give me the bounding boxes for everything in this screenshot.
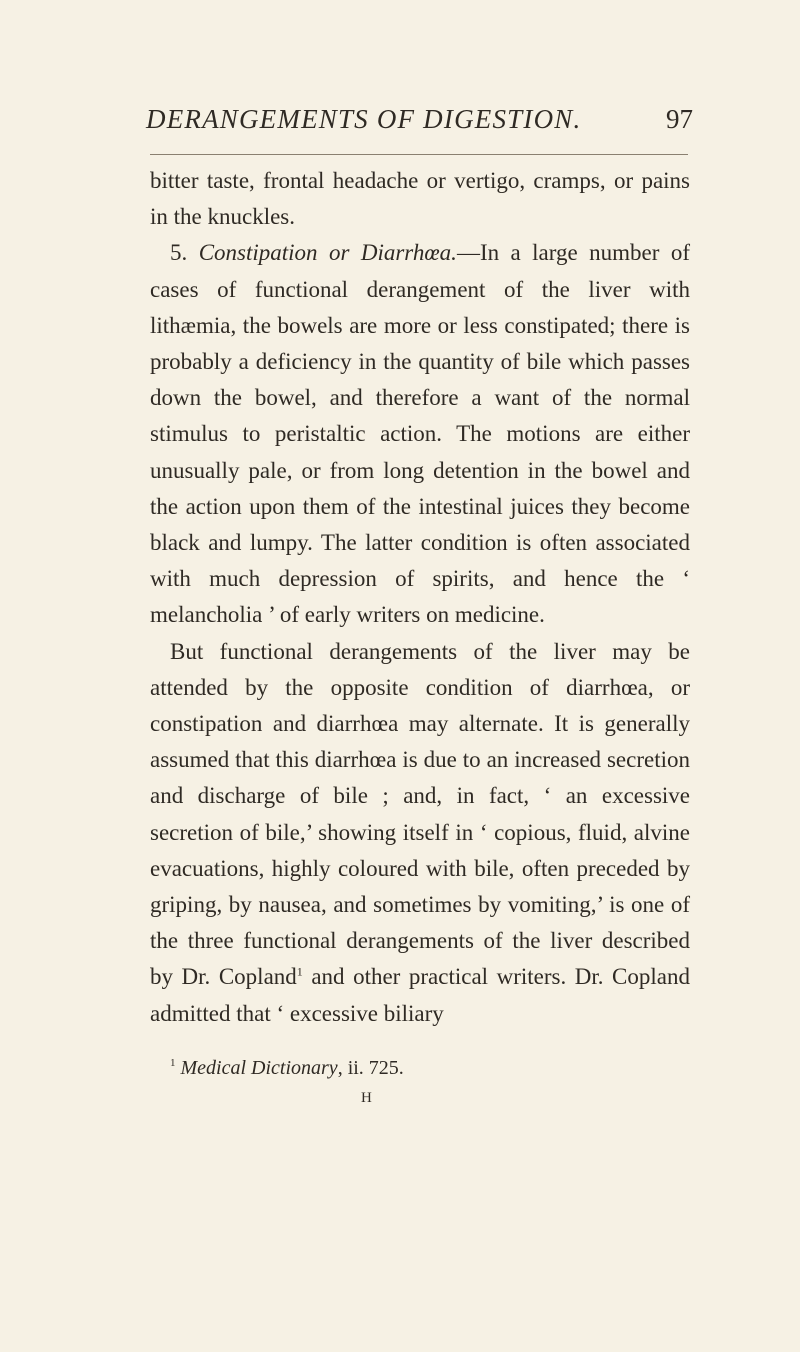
paragraph-diarrhoea	[150, 634, 690, 1032]
paragraph-diarrhoea-text-end: and other practical writers. Dr. Copland admitted that ‘ excessive biliary	[150, 964, 690, 1026]
footnote-title: Medical Dictionary	[180, 1057, 338, 1079]
paragraph-continuation-text: bitter taste, frontal headache or vertigo, cramps, or pains in the knuckles.	[150, 168, 690, 230]
paragraph-continuation	[150, 163, 690, 235]
footnote-reference: 1	[296, 964, 303, 979]
section-text: —In a large number of cases of functional derangement of the liver with lithæmia, the bowels are more or less constipated; there is probably a deficiency in the quantity of bile which passes down the bowel, and therefore a want of the normal stimulus to peristaltic action. The motions are either unusually pale, or from long detention in the bowel and the action upon them of the intestinal juices they become black and lumpy. The latter condition is often associated with much depression of spirits, and hence the ‘ melancholia ’ of early writers on medicine.	[150, 240, 690, 628]
running-head: DERANGEMENTS OF DIGESTION.	[146, 104, 582, 134]
section-heading: Constipation or Diarrhœa.	[198, 240, 457, 266]
footnote	[170, 1057, 404, 1080]
header-rule	[150, 154, 688, 155]
page-number: 97	[666, 104, 693, 134]
footnote-reference-text: , ii. 725.	[337, 1057, 404, 1079]
footnote-marker: 1	[170, 1057, 176, 1070]
page-header	[146, 104, 706, 144]
signature-mark: H	[361, 1090, 372, 1106]
body-text	[150, 163, 690, 1032]
section-number: 5.	[170, 240, 188, 266]
paragraph-diarrhoea-text: But functional derangements of the liver may be attended by the opposite condition of diarrhœa, or constipation and diarrhœa may alternate. It is generally assumed that this diarrhœa is due to an increased secretion and discharge of bile ; and, in fact, ‘ an excessive secretion of bile,’ showing itself in ‘ copious, fluid, alvine evacuations, highly coloured with bile, often preceded by griping, by nausea, and sometimes by vomiting,’ is one of the three functional derangements of the liver described by Dr. Copland	[150, 638, 690, 990]
paragraph-constipation	[150, 235, 690, 633]
